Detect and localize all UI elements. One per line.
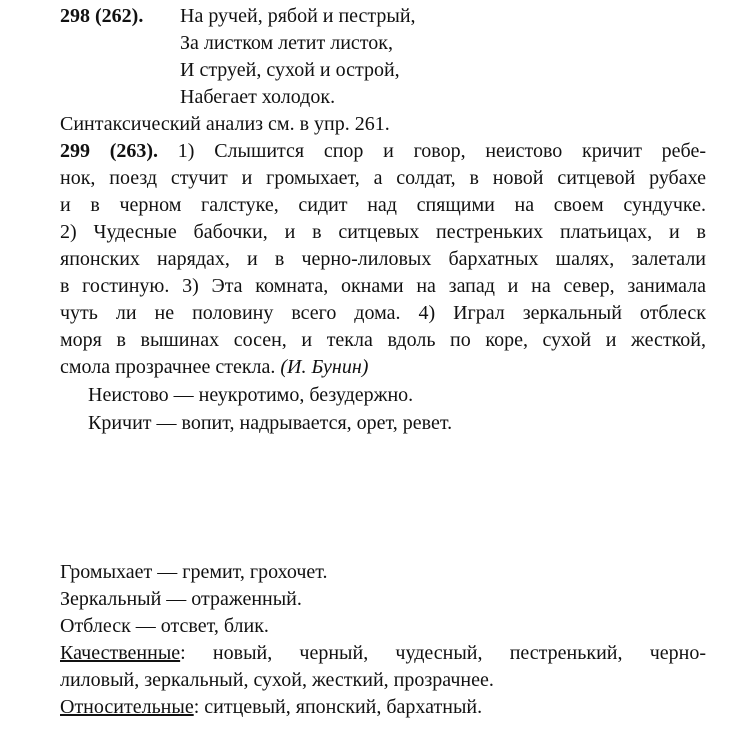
text-line: в гостиную. 3) Эта комната, окнами на запад и на север, занимала — [60, 275, 706, 297]
relative-text: Относительные: ситцевый, японский, бархатный. — [60, 696, 483, 718]
text-line: моря в вышинах сосен, и текла вдоль по коре, сухой и жесткой, — [60, 329, 706, 351]
synonym-line: Неистово — неукротимо, безудержно. — [88, 384, 414, 406]
synonym-line: Громыхает — гремит, грохочет. — [60, 561, 328, 583]
text-line: смола прозрачнее стекла. — [60, 356, 276, 378]
poem-line: И струей, сухой и острой, — [180, 59, 400, 81]
poem-line: Набегает холодок. — [180, 86, 336, 108]
qualitative-line: лиловый, зеркальный, сухой, жесткий, прозрачнее. — [60, 669, 494, 691]
analysis-note: Синтаксический анализ см. в упр. 261. — [60, 113, 390, 135]
synonym-line: Зеркальный — отраженный. — [60, 588, 302, 610]
qualitative-text: Качественные: новый, черный, чудесный, пестренький, черно- — [60, 642, 706, 664]
author: (И. Бунин) — [280, 356, 369, 378]
relative-label: Относительные — [60, 696, 194, 718]
text-line: и в черном галстуке, сидит над спящими на своем сундучке. — [60, 194, 706, 216]
text-line: чуть ли не половину всего дома. 4) Играл зеркальный отблеск — [60, 302, 706, 324]
text-line: 2) Чудесные бабочки, и в ситцевых пестреньких платьицах, и в — [60, 221, 706, 243]
synonym-line: Отблеск — отсвет, блик. — [60, 615, 269, 637]
poem-line: На ручей, рябой и пестрый, — [180, 5, 416, 27]
synonym-line: Кричит — вопит, надрывается, орет, ревет. — [88, 412, 453, 434]
text-line: 1) Слышится спор и говор, неистово кричит ребе- — [177, 140, 706, 162]
text-line: нок, поезд стучит и громыхает, а солдат, в новой ситцевой рубахе — [60, 167, 706, 189]
exercise-number: 298 (262). — [60, 5, 144, 27]
text-line: японских нарядах, и в черно-лиловых бархатных шалях, залетали — [60, 248, 706, 270]
poem-line: За листком летит листок, — [180, 32, 393, 54]
qualitative-label: Качественные — [60, 642, 181, 664]
exercise-number: 299 (263). — [60, 140, 159, 162]
